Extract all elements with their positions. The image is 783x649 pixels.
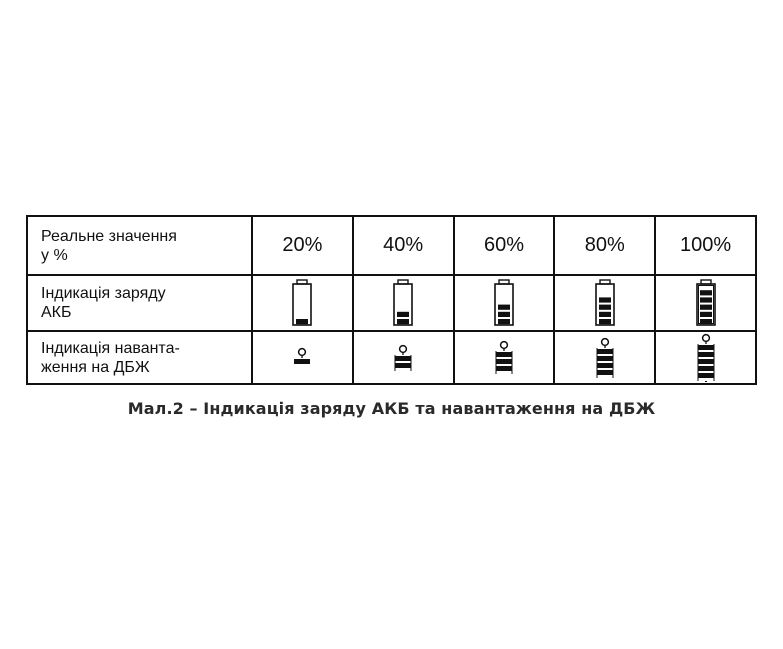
ups-load-icon: [595, 337, 615, 379]
battery-cell: [252, 275, 353, 331]
percent-cell-60: 60%: [454, 216, 555, 275]
ups-load-icon: [494, 340, 514, 375]
indication-figure: [26, 215, 756, 385]
ups-load-icon: [292, 347, 312, 368]
row-label-text: Індикація заряду АКБ: [41, 285, 166, 321]
indication-table: [26, 215, 757, 385]
table-row-battery-charge: [27, 275, 756, 331]
table-row-real-value: [27, 216, 756, 275]
load-cell: [353, 331, 454, 384]
battery-icon: [594, 279, 616, 327]
battery-cell: [353, 275, 454, 331]
battery-icon: [695, 279, 717, 327]
ups-load-icon: [696, 333, 716, 382]
percent-cell-40: 40%: [353, 216, 454, 275]
row-label-real-value: [27, 216, 252, 275]
battery-icon: [291, 279, 313, 327]
row-label-ups-load: [27, 331, 252, 384]
battery-icon: [493, 279, 515, 327]
figure-caption: Мал.2 – Індикація заряду АКБ та навантаження на ДБЖ: [127, 399, 656, 418]
percent-cell-80: 80%: [554, 216, 655, 275]
percent-cell-20: 20%: [252, 216, 353, 275]
load-cell: [655, 331, 756, 384]
table-row-ups-load: [27, 331, 756, 384]
row-label-text: Реальне значення у %: [41, 227, 177, 264]
row-label-battery-charge: [27, 275, 252, 331]
battery-cell: [554, 275, 655, 331]
percent-cell-100: 100%: [655, 216, 756, 275]
battery-cell: [655, 275, 756, 331]
battery-cell: [454, 275, 555, 331]
row-label-text: Індикація наванта- ження на ДБЖ: [41, 339, 180, 376]
battery-icon: [392, 279, 414, 327]
ups-load-icon: [393, 344, 413, 372]
load-cell: [252, 331, 353, 384]
load-cell: [454, 331, 555, 384]
load-cell: [554, 331, 655, 384]
